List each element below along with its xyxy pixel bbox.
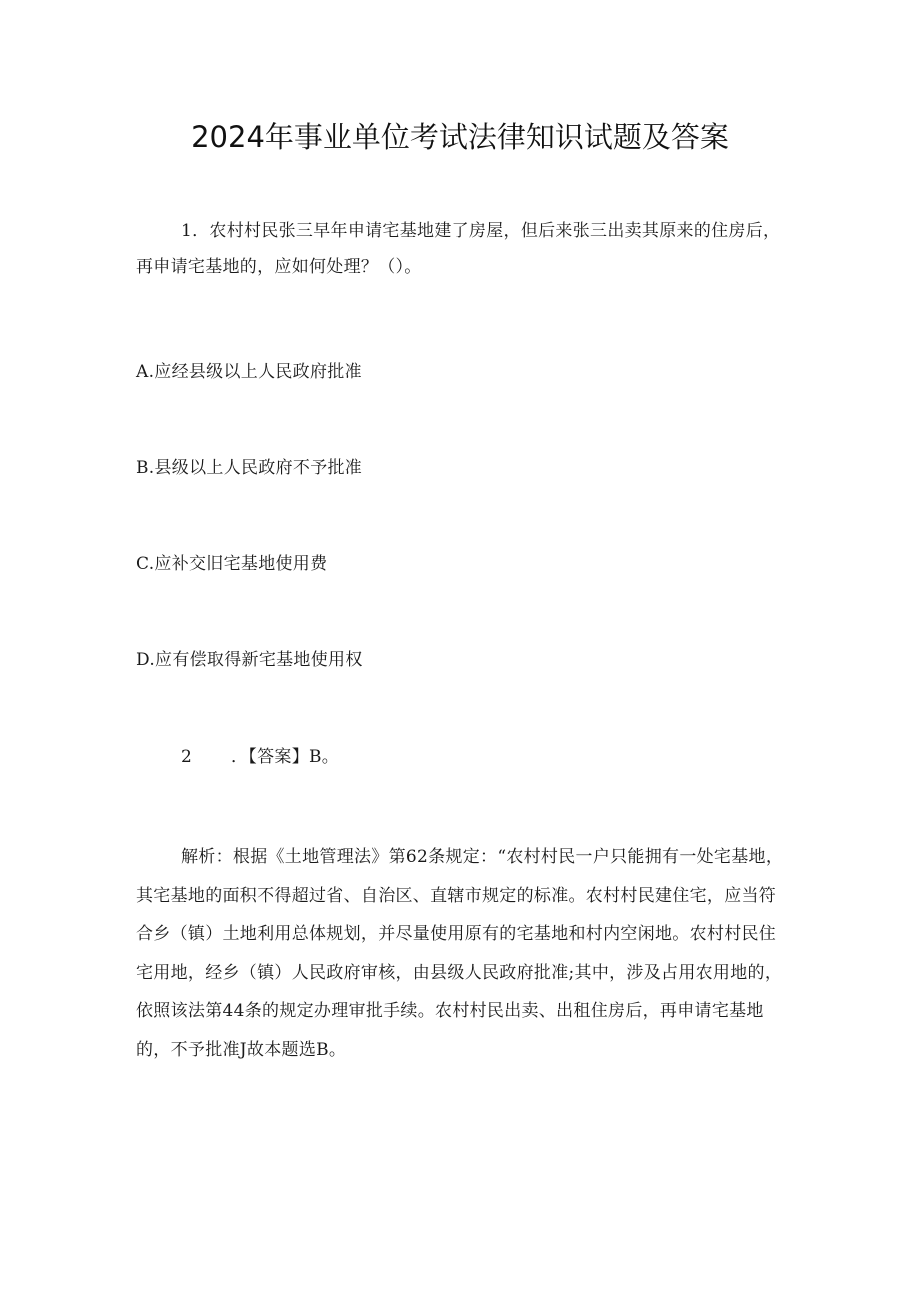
document-title: 2024年事业单位考试法律知识试题及答案 [191,120,729,154]
explanation-text: 解析：根据《土地管理法》第62条规定：“农村村民一户只能拥有一处宅基地，其宅基地的面积不得超过省、自治区、直辖市规定的标准。农村村民建住宅，应当符合乡（镇）土地利用总体规划，并尽量使用原有的宅基地和村内空闲地。农村村民住宅用地，经乡（镇）人民政府审核，由县级人民政府批准;其中，涉及占用农用地的，依照该法第44条的规定办理审批手续。农村村民出卖、出租住房后，再申请宅基地的，不予批准J故本题选B。 [136,847,784,1060]
option-c: C.应补交旧宅基地使用费 [136,554,328,574]
answer-line [181,742,339,772]
option-a: A.应经县级以上人民政府批准 [136,362,362,382]
answer-number: 2 [181,747,193,767]
option-d: D.应有偿取得新宅基地使用权 [136,650,363,670]
answer-text: ．【答案】B。 [231,747,340,767]
option-b: B.县级以上人民政府不予批准 [136,458,363,478]
question-1-text: 1．农村村民张三早年申请宅基地建了房屋，但后来张三出卖其原来的住房后，再申请宅基地的，应如何处理？（）。 [136,221,781,277]
